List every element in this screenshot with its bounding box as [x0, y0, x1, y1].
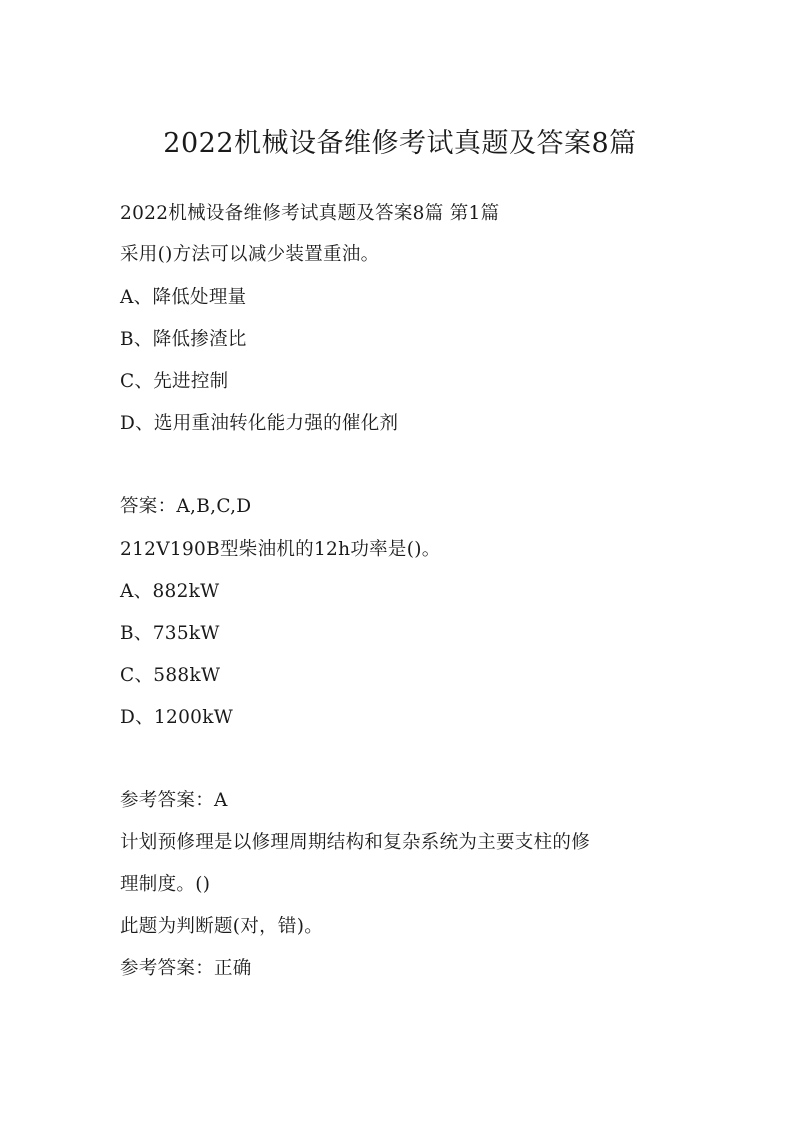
question-3-answer: 参考答案：正确: [120, 958, 252, 979]
question-1-stem: 采用()方法可以减少装置重油。: [120, 244, 380, 265]
question-2-option-a: A、882kW: [120, 581, 220, 602]
question-3-stem-line-2: 理制度。(): [120, 874, 211, 895]
question-2-option-c: C、588kW: [120, 665, 221, 686]
question-2-option-b: B、735kW: [120, 623, 220, 644]
question-1-answer: 答案：A,B,C,D: [120, 496, 252, 517]
question-3-stem-line-1: 计划预修理是以修理周期结构和复杂系统为主要支柱的修: [120, 832, 591, 853]
question-1-option-a: A、降低处理量: [120, 287, 247, 308]
question-1-option-d: D、选用重油转化能力强的催化剂: [120, 413, 399, 434]
document-title: 2022机械设备维修考试真题及答案8篇: [163, 128, 637, 159]
question-1-option-b: B、降低掺渣比: [120, 329, 247, 350]
question-3-note: 此题为判断题(对，错)。: [120, 916, 324, 937]
section-heading: 2022机械设备维修考试真题及答案8篇 第1篇: [120, 203, 500, 224]
question-2-stem: 212V190B型柴油机的12h功率是()。: [120, 539, 441, 560]
question-1-option-c: C、先进控制: [120, 371, 229, 392]
question-2-answer: 参考答案：A: [120, 790, 228, 811]
question-2-option-d: D、1200kW: [120, 707, 234, 728]
